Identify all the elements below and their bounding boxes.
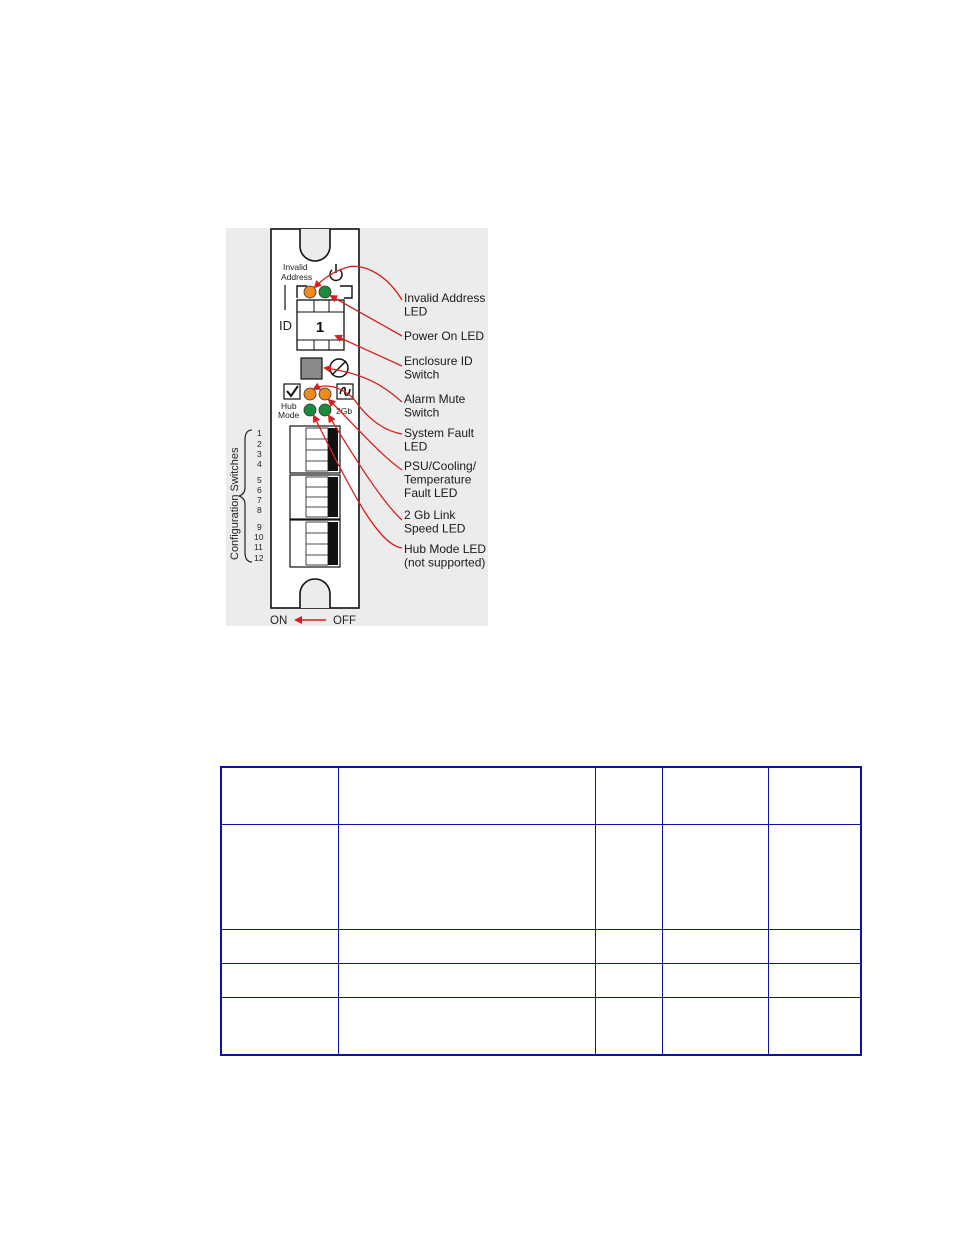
table-cell	[768, 929, 861, 963]
callout-alarm-mute-line-2: Switch	[404, 405, 440, 420]
table-row	[221, 929, 861, 963]
table-cell	[338, 997, 595, 1055]
power-on-led	[319, 286, 331, 298]
invalid-address-label-line2: Address	[281, 272, 313, 282]
hub-mode-led	[304, 404, 316, 416]
switch-number-9: 9	[257, 522, 262, 532]
table-cell	[768, 767, 861, 824]
mute-icon	[330, 359, 348, 377]
switch-number-3: 3	[257, 449, 262, 459]
enclosure-id-value: 1	[315, 319, 325, 336]
switch-number-1: 1	[257, 428, 262, 438]
table-cell	[662, 963, 768, 997]
link-speed-label: 2Gb	[336, 406, 353, 416]
table-cell	[338, 824, 595, 929]
table-cell	[221, 767, 338, 824]
callout-enclosure-id-line-2: Switch	[404, 367, 440, 382]
panel-top-notch	[300, 229, 330, 261]
callout-hub-mode	[404, 542, 486, 570]
callout-hub-mode-line-1: Hub Mode LED	[404, 542, 487, 556]
table-cell	[338, 767, 595, 824]
table-cell	[595, 963, 662, 997]
callout-psu-cooling-line-1: PSU/Cooling/	[404, 459, 477, 473]
config-switch-block-1	[290, 426, 340, 473]
switch-number-4: 4	[257, 459, 262, 469]
link-speed-led	[319, 404, 331, 416]
table-row	[221, 963, 861, 997]
switch-number-10: 10	[254, 532, 264, 542]
callout-invalid-address-line-2: LED	[404, 304, 428, 319]
switch-number-5: 5	[257, 475, 262, 485]
hub-mode-label-line1: Hub	[281, 401, 297, 411]
table-cell	[595, 824, 662, 929]
table-cell	[768, 997, 861, 1055]
table-cell	[662, 929, 768, 963]
invalid-address-label-line1: Invalid	[283, 262, 308, 272]
table-cell	[768, 824, 861, 929]
callout-link-speed-line-1: 2 Gb Link	[404, 508, 456, 522]
off-label: OFF	[333, 615, 356, 627]
invalid-address-led	[304, 286, 316, 298]
table-cell	[221, 824, 338, 929]
callout-hub-mode-line-2: (not supported)	[404, 555, 486, 570]
table-cell	[595, 929, 662, 963]
table-cell	[221, 963, 338, 997]
callout-psu-cooling-line-2: Temperature	[404, 472, 472, 487]
on-label: ON	[270, 615, 288, 627]
table-cell	[338, 929, 595, 963]
id-label: ID	[279, 318, 292, 333]
alarm-mute-switch	[301, 358, 322, 379]
callout-power-on-line-1: Power On LED	[404, 329, 485, 343]
config-switch-block-2	[290, 475, 340, 519]
hub-mode-label-line2: Mode	[278, 410, 300, 420]
system-fault-led	[304, 388, 316, 400]
config-switches-label: Configuration Switches	[229, 447, 241, 560]
callout-alarm-mute-line-1: Alarm Mute	[404, 392, 466, 406]
table-cell	[768, 963, 861, 997]
table-cell	[662, 824, 768, 929]
callout-link-speed-line-2: Speed LED	[404, 521, 466, 536]
table-row	[221, 997, 861, 1055]
psu-cooling-fault-led	[319, 388, 331, 400]
panel-bottom-notch	[300, 579, 330, 608]
switch-number-7: 7	[257, 495, 262, 505]
switch-number-2: 2	[257, 439, 262, 449]
table-cell	[595, 997, 662, 1055]
table-cell	[338, 963, 595, 997]
switch-number-12: 12	[254, 553, 264, 563]
table-cell	[221, 997, 338, 1055]
switch-number-8: 8	[257, 505, 262, 515]
table-cell	[662, 767, 768, 824]
callout-enclosure-id-line-1: Enclosure ID	[404, 354, 473, 368]
table-cell	[595, 767, 662, 824]
table-row	[221, 767, 861, 824]
callout-psu-cooling-line-3: Fault LED	[404, 486, 458, 500]
table-cell	[221, 929, 338, 963]
callout-power-on	[404, 329, 484, 343]
switch-number-6: 6	[257, 485, 262, 495]
check-icon	[284, 384, 300, 399]
callout-system-fault-line-1: System Fault	[404, 426, 475, 440]
callout-system-fault-line-2: LED	[404, 439, 428, 454]
config-switch-block-3	[290, 520, 340, 567]
table-row	[221, 824, 861, 929]
callout-invalid-address-line-1: Invalid Address	[404, 291, 486, 305]
table-cell	[662, 997, 768, 1055]
specification-table	[220, 766, 862, 1056]
switch-number-11: 11	[254, 542, 263, 552]
